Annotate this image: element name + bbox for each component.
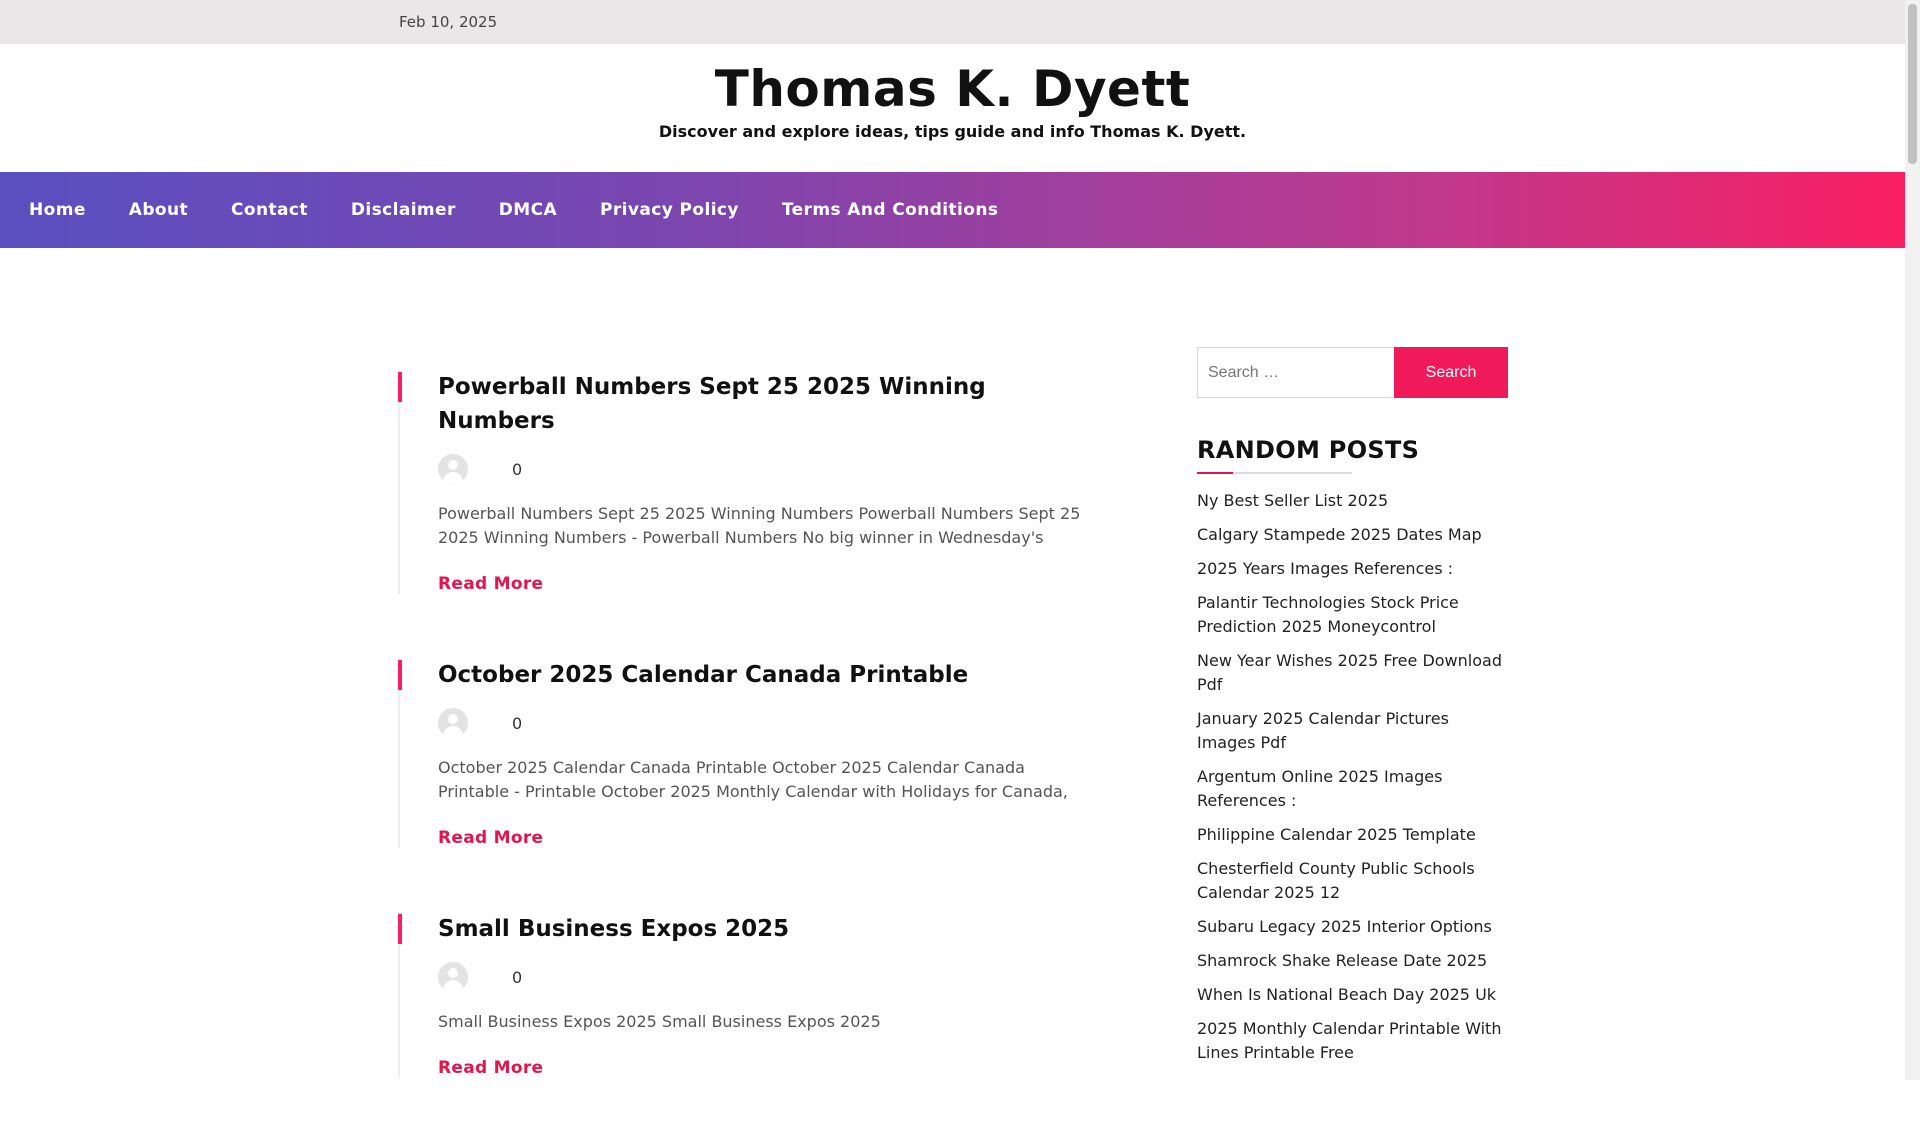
read-more-link[interactable]: Read More [438,574,544,594]
random-post-link[interactable]: Calgary Stampede 2025 Dates Map [1197,525,1482,544]
random-post-link[interactable]: Argentum Online 2025 Images References : [1197,767,1443,810]
random-post-link[interactable]: January 2025 Calendar Pictures Images Pdf [1197,709,1449,752]
random-posts-list [1197,489,1508,1065]
random-post-link[interactable]: Shamrock Shake Release Date 2025 [1197,951,1488,970]
post-divider [398,370,400,594]
post-accent-bar [398,914,402,944]
random-post-link[interactable]: Philippine Calendar 2025 Template [1197,825,1476,844]
random-post-link[interactable]: When Is National Beach Day 2025 Uk [1197,985,1497,1004]
random-post-link[interactable]: Chesterfield County Public Schools Calendar 2025 12 [1197,859,1475,902]
author-avatar-icon[interactable] [438,962,468,992]
post-meta [438,708,1098,738]
post-accent-bar [398,660,402,690]
current-date: Feb 10, 2025 [399,13,498,31]
post-card [398,370,1098,594]
nav-item-privacy-policy[interactable]: Privacy Policy [600,200,739,220]
comment-count[interactable]: 0 [512,713,523,733]
post-card [398,658,1098,848]
random-post-link[interactable]: Palantir Technologies Stock Price Prediction 2025 Moneycontrol [1197,593,1459,636]
random-post-link[interactable]: Subaru Legacy 2025 Interior Options [1197,917,1492,936]
top-bar [0,0,1905,44]
nav-item-terms[interactable]: Terms And Conditions [781,200,999,220]
scrollbar-thumb[interactable] [1908,4,1917,164]
random-posts-heading: RANDOM POSTS [1197,436,1420,464]
post-card [398,912,1098,1078]
post-title[interactable]: Powerball Numbers Sept 25 2025 Winning Numbers [438,374,986,434]
search-form [1197,347,1508,398]
random-post-link[interactable]: New Year Wishes 2025 Free Download Pdf [1197,651,1502,694]
page-scrollbar[interactable] [1905,0,1920,1080]
site-tagline: Discover and explore ideas, tips guide and info Thomas K. Dyett. [658,122,1247,141]
post-title[interactable]: October 2025 Calendar Canada Printable [438,662,969,688]
author-avatar-icon[interactable] [438,454,468,484]
nav-item-disclaimer[interactable]: Disclaimer [350,200,456,220]
post-meta [438,454,1098,484]
random-post-link[interactable]: Ny Best Seller List 2025 [1197,491,1389,510]
random-post-link[interactable]: 2025 Monthly Calendar Printable With Lines Printable Free [1197,1019,1502,1062]
heading-underline [1197,472,1352,474]
read-more-link[interactable]: Read More [438,1058,544,1078]
random-post-link[interactable]: 2025 Years Images References : [1197,559,1454,578]
sidebar [1197,347,1508,1075]
post-accent-bar [398,372,402,402]
post-excerpt: Small Business Expos 2025 Small Business Expos 2025 [438,1012,881,1031]
post-title[interactable]: Small Business Expos 2025 [438,916,790,942]
post-list [398,370,1098,1142]
comment-count[interactable]: 0 [512,967,523,987]
main-navigation [0,172,1905,248]
comment-count[interactable]: 0 [512,459,523,479]
site-header [0,44,1905,171]
nav-item-about[interactable]: About [128,200,188,220]
author-avatar-icon[interactable] [438,708,468,738]
read-more-link[interactable]: Read More [438,828,544,848]
search-input[interactable] [1197,347,1394,398]
search-button[interactable]: Search [1394,347,1508,398]
post-excerpt: Powerball Numbers Sept 25 2025 Winning Numbers Powerball Numbers Sept 25 2025 Winning Numbers - Powerball Numbers No big winner in Wednesday's [438,504,1081,547]
nav-item-contact[interactable]: Contact [231,200,308,220]
nav-item-home[interactable]: Home [29,200,86,220]
post-excerpt: October 2025 Calendar Canada Printable October 2025 Calendar Canada Printable - Printable October 2025 Monthly Calendar with Holidays for Canada, [438,758,1068,801]
nav-item-dmca[interactable]: DMCA [498,200,558,220]
post-meta [438,962,1098,992]
site-title[interactable]: Thomas K. Dyett [714,60,1191,118]
